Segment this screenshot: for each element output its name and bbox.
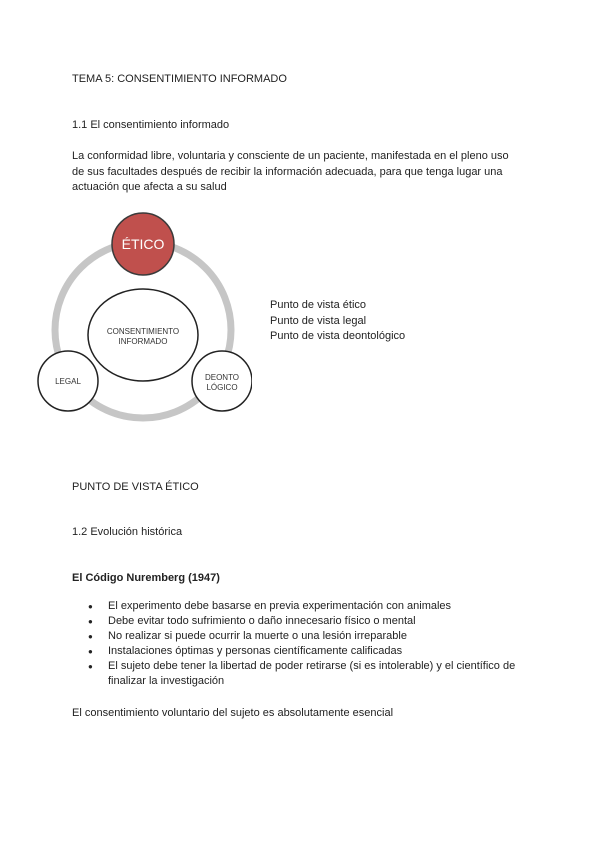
- nuremberg-principles-list: [88, 599, 515, 689]
- definition-line: actuación que afecta a su salud: [72, 181, 227, 193]
- legend-item: Punto de vista deontológico: [270, 330, 406, 342]
- list-item-text: ● Debe evitar todo sufrimiento o daño innecesario físico o mental: [108, 615, 416, 627]
- list-item-text: ● El sujeto debe tener la libertad de poder retirarse (si es intolerable) y el científico de: [108, 660, 516, 672]
- section-heading-1-1: 1.1 El consentimiento informado: [72, 119, 230, 131]
- legal-node-label: LEGAL: [55, 377, 81, 386]
- section-heading-ethic: PUNTO DE VISTA ÉTICO: [72, 481, 199, 493]
- definition-paragraph: [72, 149, 532, 196]
- list-item-text: ● El experimento debe basarse en previa experimentación con animales: [108, 600, 452, 612]
- list-item-text: ● No realizar si puede ocurrir la muerte o una lesión irreparable: [108, 630, 407, 642]
- deontological-node-label: DEONTO: [204, 373, 240, 382]
- legend-item: Punto de vista ético: [270, 299, 367, 311]
- list-item: [88, 644, 515, 659]
- nuremberg-code-title: El Código Nuremberg (1947): [72, 572, 220, 584]
- deontological-node-label: LÓGICO: [206, 383, 238, 392]
- center-node-label: CONSENTIMIENTO: [106, 327, 180, 336]
- diagram-legend: [270, 298, 405, 345]
- list-item: [88, 614, 515, 629]
- conclusion-text: El consentimiento voluntario del sujeto es absolutamente esencial: [72, 707, 394, 719]
- center-node-label: INFORMADO: [118, 337, 168, 346]
- list-item: [88, 599, 515, 614]
- list-item: [88, 629, 515, 644]
- consent-diagram: [32, 212, 252, 437]
- list-item-text: finalizar la investigación: [108, 675, 225, 687]
- page-title: TEMA 5: CONSENTIMIENTO INFORMADO: [72, 73, 287, 85]
- definition-line: La conformidad libre, voluntaria y consciente de un paciente, manifestada en el pleno uso: [72, 150, 509, 162]
- ethic-node-label: ÉTICO: [121, 236, 165, 252]
- legend-item: Punto de vista legal: [270, 314, 367, 327]
- list-item: [88, 659, 515, 689]
- list-item-text: ● Instalaciones óptimas y personas científicamente calificadas: [108, 645, 403, 657]
- section-heading-1-2: 1.2 Evolución histórica: [72, 526, 183, 538]
- definition-line: de sus facultades después de recibir la información adecuada, para que tenga lugar una: [72, 165, 503, 178]
